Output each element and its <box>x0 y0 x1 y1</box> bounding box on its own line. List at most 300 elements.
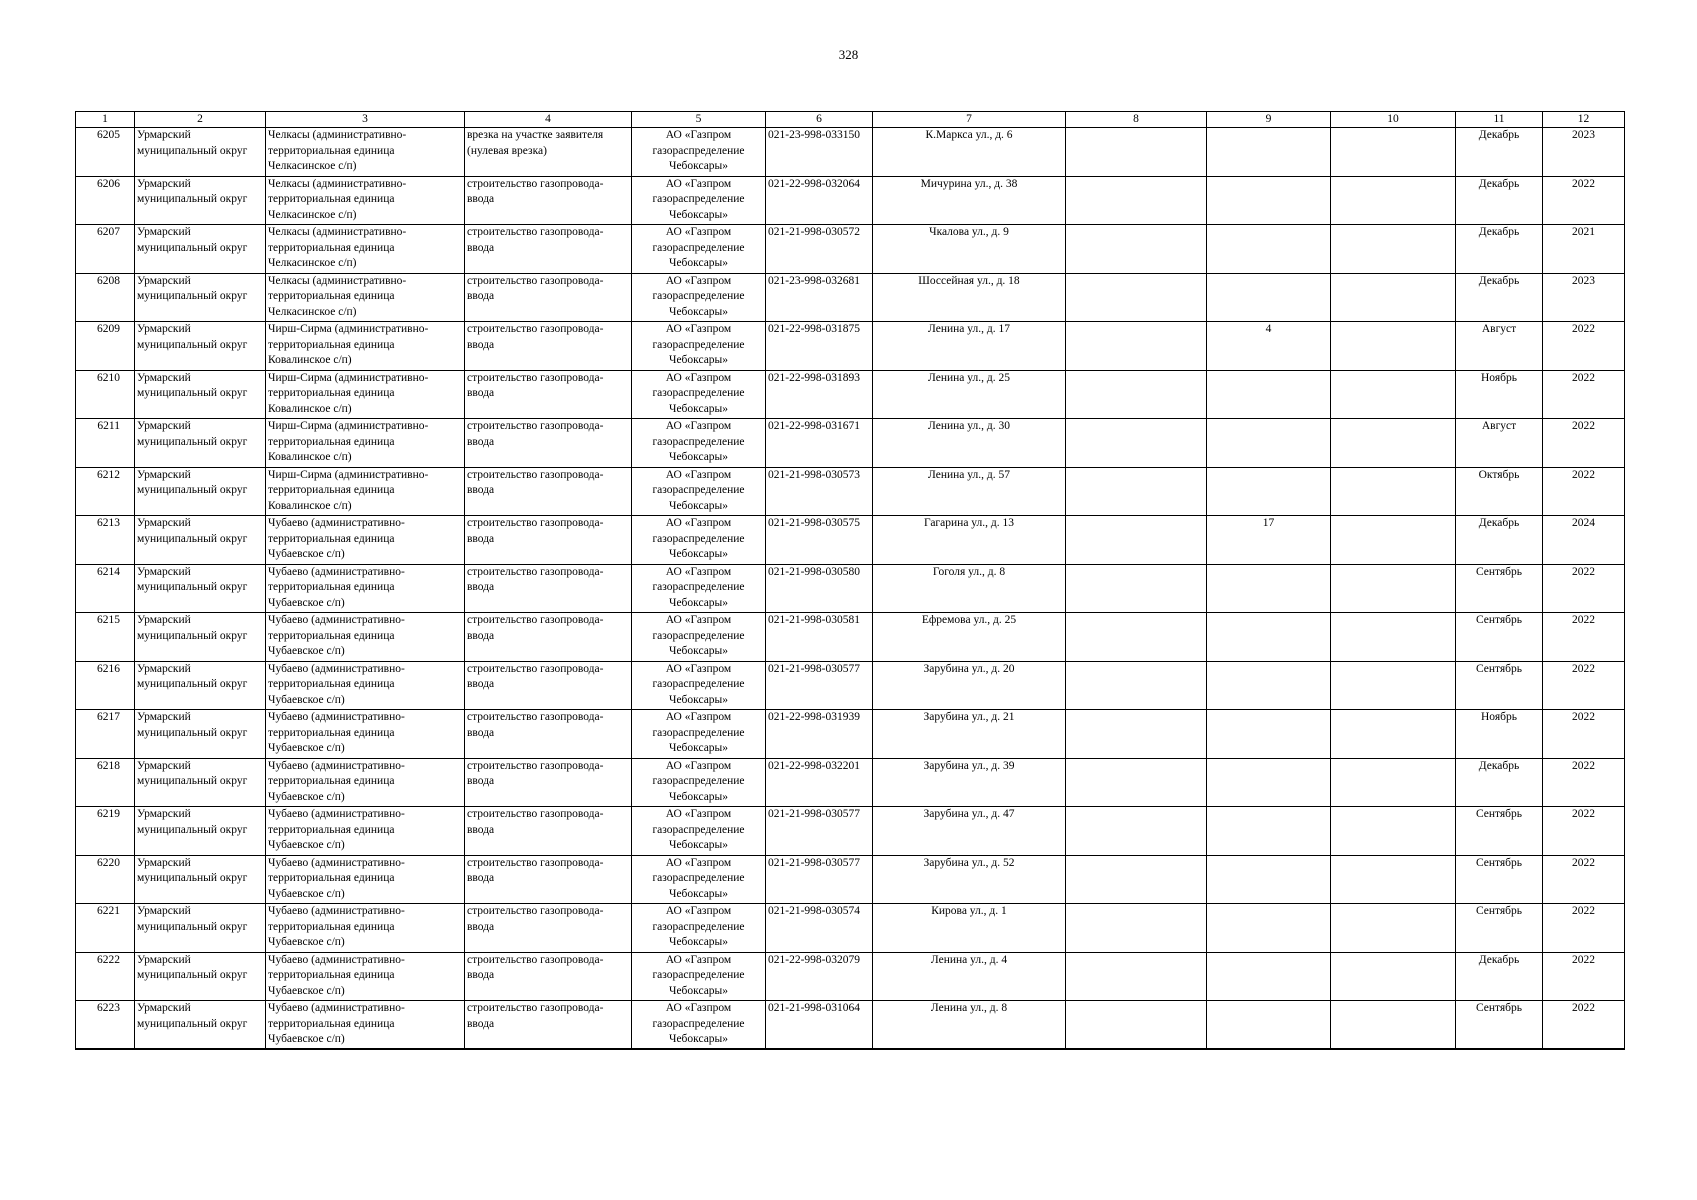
cell-settlement-line: территориальная единица <box>268 241 395 254</box>
cell-month: Ноябрь <box>1456 710 1543 759</box>
cell-code: 021-21-998-030574 <box>766 904 873 953</box>
cell-month: Сентябрь <box>1456 807 1543 856</box>
cell-settlement-line: Чубаевское с/п) <box>268 984 345 997</box>
cell-district <box>135 710 266 759</box>
cell-settlement <box>266 516 465 565</box>
cell-work-type-line: ввода <box>467 678 495 690</box>
cell-settlement-line: Челкасинское с/п) <box>268 257 357 269</box>
cell-settlement-line: территориальная единица <box>268 290 395 302</box>
cell-district <box>135 370 266 419</box>
cell-settlement-line: Ковалинское с/п) <box>268 499 352 512</box>
cell-district-line: муниципальный округ <box>137 872 248 884</box>
cell-district-line: муниципальный округ <box>137 193 248 205</box>
cell-col8 <box>1066 128 1207 177</box>
cell-number: 6219 <box>76 807 135 856</box>
cell-col8 <box>1066 1001 1207 1050</box>
cell-district-line: Урмарский <box>137 808 191 820</box>
cell-settlement-line: территориальная единица <box>268 144 395 157</box>
cell-settlement <box>266 467 465 516</box>
cell-number: 6221 <box>76 904 135 953</box>
cell-organization-line: газораспределение <box>652 532 745 545</box>
cell-organization-line: Чебоксары» <box>668 305 729 318</box>
cell-district-line: муниципальный округ <box>137 920 248 933</box>
cell-organization-line: Чебоксары» <box>668 451 729 463</box>
cell-code: 021-22-998-031671 <box>766 419 873 468</box>
cell-settlement-line: территориальная единица <box>268 193 395 205</box>
cell-organization-line: Чебоксары» <box>668 645 729 657</box>
table-row <box>76 225 1625 274</box>
cell-settlement-line: Ковалинское с/п) <box>268 402 352 415</box>
cell-organization <box>632 613 766 662</box>
table-row <box>76 855 1625 904</box>
cell-work-type <box>465 176 632 225</box>
cell-work-type <box>465 758 632 807</box>
cell-organization-line: газораспределение <box>652 678 745 690</box>
cell-district <box>135 1001 266 1050</box>
cell-organization-line: Чебоксары» <box>668 548 729 560</box>
cell-district-line: Урмарский <box>137 565 191 578</box>
cell-organization-line: газораспределение <box>652 241 745 254</box>
cell-settlement-line: территориальная единица <box>268 726 395 739</box>
cell-col8 <box>1066 225 1207 274</box>
cell-address: Ленина ул., д. 8 <box>873 1001 1066 1050</box>
cell-organization-line: газораспределение <box>652 920 745 933</box>
cell-work-type-line: строительство газопровода- <box>467 177 604 190</box>
cell-work-type <box>465 1001 632 1050</box>
table-row <box>76 516 1625 565</box>
cell-number: 6212 <box>76 467 135 516</box>
cell-district <box>135 855 266 904</box>
cell-settlement <box>266 710 465 759</box>
cell-organization <box>632 758 766 807</box>
cell-work-type-line: ввода <box>467 1017 495 1030</box>
cell-settlement-line: Челкасинское с/п) <box>268 208 357 221</box>
cell-organization-line: АО «Газпром <box>665 905 732 917</box>
cell-district <box>135 273 266 322</box>
cell-code: 021-21-998-030577 <box>766 807 873 856</box>
cell-settlement-line: Чубаевское с/п) <box>268 887 345 900</box>
cell-number: 6215 <box>76 613 135 662</box>
cell-district-line: Урмарский <box>137 177 191 190</box>
cell-organization <box>632 952 766 1001</box>
cell-col8 <box>1066 467 1207 516</box>
table-row <box>76 176 1625 225</box>
cell-address: Зарубина ул., д. 47 <box>873 807 1066 856</box>
cell-col9 <box>1207 225 1331 274</box>
cell-col10 <box>1331 758 1456 807</box>
cell-address: К.Маркса ул., д. 6 <box>873 128 1066 177</box>
cell-number: 6209 <box>76 322 135 371</box>
cell-settlement-line: территориальная единица <box>268 581 395 593</box>
cell-col10 <box>1331 613 1456 662</box>
cell-work-type <box>465 225 632 274</box>
cell-work-type <box>465 807 632 856</box>
cell-address: Ленина ул., д. 57 <box>873 467 1066 516</box>
cell-month: Сентябрь <box>1456 1001 1543 1050</box>
cell-code: 021-21-998-030577 <box>766 855 873 904</box>
cell-year: 2022 <box>1543 758 1625 807</box>
cell-work-type <box>465 661 632 710</box>
cell-col9 <box>1207 176 1331 225</box>
cell-work-type <box>465 516 632 565</box>
cell-organization <box>632 128 766 177</box>
cell-work-type-line: строительство газопровода- <box>467 274 604 287</box>
cell-month: Декабрь <box>1456 516 1543 565</box>
cell-settlement-line: Челкасы (административно- <box>268 274 407 287</box>
cell-district <box>135 128 266 177</box>
cell-settlement <box>266 758 465 807</box>
cell-year: 2022 <box>1543 564 1625 613</box>
cell-work-type <box>465 128 632 177</box>
cell-settlement-line: Челкасы (административно- <box>268 177 407 190</box>
cell-organization <box>632 176 766 225</box>
cell-work-type-line: ввода <box>467 581 495 593</box>
cell-col10 <box>1331 710 1456 759</box>
cell-work-type-line: строительство газопровода- <box>467 1002 604 1014</box>
cell-district-line: муниципальный округ <box>137 969 248 981</box>
cell-work-type-line: строительство газопровода- <box>467 808 604 820</box>
cell-year: 2022 <box>1543 710 1625 759</box>
cell-work-type-line: строительство газопровода- <box>467 323 604 335</box>
cell-code: 021-21-998-030575 <box>766 516 873 565</box>
cell-district-line: Урмарский <box>137 662 191 675</box>
cell-organization-line: АО «Газпром <box>665 177 732 190</box>
cell-year: 2022 <box>1543 952 1625 1001</box>
cell-address: Ленина ул., д. 25 <box>873 370 1066 419</box>
cell-col10 <box>1331 564 1456 613</box>
cell-month: Декабрь <box>1456 273 1543 322</box>
cell-organization-line: Чебоксары» <box>668 499 729 512</box>
cell-col8 <box>1066 855 1207 904</box>
cell-settlement-line: территориальная единица <box>268 387 395 399</box>
cell-district-line: муниципальный округ <box>137 338 248 351</box>
cell-col9: 4 <box>1207 322 1331 371</box>
column-header-2: 2 <box>135 112 266 128</box>
cell-work-type-line: ввода <box>467 969 495 981</box>
cell-number: 6207 <box>76 225 135 274</box>
cell-district-line: Урмарский <box>137 226 191 238</box>
cell-settlement-line: Челкасинское с/п) <box>268 160 357 172</box>
cell-district-line: Урмарский <box>137 1002 191 1014</box>
cell-district <box>135 952 266 1001</box>
cell-settlement-line: Чубаево (административно- <box>268 662 405 675</box>
cell-work-type-line: строительство газопровода- <box>467 759 604 772</box>
cell-code: 021-21-998-030581 <box>766 613 873 662</box>
cell-organization-line: Чебоксары» <box>668 936 729 948</box>
cell-address: Зарубина ул., д. 52 <box>873 855 1066 904</box>
cell-work-type-line: строительство газопровода- <box>467 953 604 966</box>
cell-work-type <box>465 564 632 613</box>
cell-organization <box>632 904 766 953</box>
cell-address: Гагарина ул., д. 13 <box>873 516 1066 565</box>
data-table <box>75 111 1625 1050</box>
cell-district-line: муниципальный округ <box>137 290 248 302</box>
cell-work-type <box>465 370 632 419</box>
cell-address: Ленина ул., д. 30 <box>873 419 1066 468</box>
cell-code: 021-22-998-031893 <box>766 370 873 419</box>
cell-organization-line: газораспределение <box>652 387 745 399</box>
cell-settlement-line: территориальная единица <box>268 823 395 836</box>
cell-organization-line: газораспределение <box>652 144 745 157</box>
cell-work-type-line: ввода <box>467 241 495 254</box>
page-number: 328 <box>838 47 859 62</box>
cell-col10 <box>1331 322 1456 371</box>
cell-settlement-line: Чубаевское с/п) <box>268 1033 345 1045</box>
cell-district-line: муниципальный округ <box>137 581 248 593</box>
cell-organization-line: АО «Газпром <box>665 856 732 869</box>
cell-address: Ленина ул., д. 17 <box>873 322 1066 371</box>
cell-col10 <box>1331 807 1456 856</box>
cell-organization-line: газораспределение <box>652 484 745 496</box>
cell-work-type-line: строительство газопровода- <box>467 517 604 529</box>
cell-district <box>135 807 266 856</box>
cell-month: Декабрь <box>1456 225 1543 274</box>
cell-settlement-line: территориальная единица <box>268 920 395 933</box>
cell-code: 021-23-998-033150 <box>766 128 873 177</box>
cell-settlement <box>266 419 465 468</box>
cell-settlement-line: Чубаевское с/п) <box>268 790 345 803</box>
cell-work-type-line: строительство газопровода- <box>467 565 604 578</box>
cell-organization <box>632 807 766 856</box>
cell-col10 <box>1331 952 1456 1001</box>
cell-settlement-line: Чирш-Сирма (административно- <box>268 371 429 384</box>
table-row <box>76 128 1625 177</box>
cell-col10 <box>1331 467 1456 516</box>
cell-settlement-line: Чубаево (административно- <box>268 905 405 917</box>
cell-col9 <box>1207 952 1331 1001</box>
cell-organization <box>632 564 766 613</box>
cell-col10 <box>1331 516 1456 565</box>
cell-settlement-line: Чубаево (административно- <box>268 614 405 626</box>
cell-district-line: Урмарский <box>137 420 191 432</box>
cell-year: 2024 <box>1543 516 1625 565</box>
cell-col9 <box>1207 370 1331 419</box>
cell-code: 021-21-998-030577 <box>766 661 873 710</box>
cell-district-line: Урмарский <box>137 274 191 287</box>
cell-organization-line: Чебоксары» <box>668 160 729 172</box>
cell-month: Сентябрь <box>1456 564 1543 613</box>
cell-work-type-line: ввода <box>467 629 495 642</box>
cell-year: 2022 <box>1543 467 1625 516</box>
cell-month: Сентябрь <box>1456 661 1543 710</box>
cell-code: 021-22-998-032064 <box>766 176 873 225</box>
cell-number: 6210 <box>76 370 135 419</box>
cell-organization-line: газораспределение <box>652 872 745 884</box>
cell-work-type <box>465 710 632 759</box>
cell-col10 <box>1331 370 1456 419</box>
cell-col8 <box>1066 419 1207 468</box>
cell-work-type-line: строительство газопровода- <box>467 420 604 432</box>
cell-organization-line: АО «Газпром <box>665 711 732 723</box>
cell-work-type <box>465 952 632 1001</box>
cell-settlement-line: Челкасы (административно- <box>268 226 407 238</box>
cell-work-type-line: строительство газопровода- <box>467 662 604 675</box>
cell-col9 <box>1207 807 1331 856</box>
cell-code: 021-23-998-032681 <box>766 273 873 322</box>
table-row <box>76 952 1625 1001</box>
cell-organization-line: АО «Газпром <box>665 323 732 335</box>
cell-code: 021-21-998-031064 <box>766 1001 873 1050</box>
cell-col8 <box>1066 564 1207 613</box>
cell-settlement <box>266 322 465 371</box>
cell-col8 <box>1066 661 1207 710</box>
cell-col10 <box>1331 225 1456 274</box>
table-row <box>76 904 1625 953</box>
cell-col9: 17 <box>1207 516 1331 565</box>
cell-col8 <box>1066 710 1207 759</box>
header-row <box>76 112 1625 128</box>
cell-settlement-line: Чубаевское с/п) <box>268 548 345 560</box>
cell-col9 <box>1207 419 1331 468</box>
cell-district-line: муниципальный округ <box>137 775 248 787</box>
cell-organization-line: Чебоксары» <box>668 742 729 754</box>
cell-year: 2023 <box>1543 128 1625 177</box>
cell-settlement-line: Чубаевское с/п) <box>268 742 345 754</box>
cell-settlement-line: Челкасинское с/п) <box>268 305 357 318</box>
cell-col10 <box>1331 128 1456 177</box>
table-row <box>76 467 1625 516</box>
cell-settlement-line: Чубаево (административно- <box>268 759 405 772</box>
cell-organization-line: газораспределение <box>652 193 745 205</box>
column-header-10: 10 <box>1331 112 1456 128</box>
cell-col8 <box>1066 758 1207 807</box>
cell-col10 <box>1331 273 1456 322</box>
cell-year: 2023 <box>1543 273 1625 322</box>
cell-organization-line: Чебоксары» <box>668 790 729 803</box>
cell-address: Ленина ул., д. 4 <box>873 952 1066 1001</box>
cell-col10 <box>1331 904 1456 953</box>
cell-col10 <box>1331 1001 1456 1050</box>
cell-organization-line: газораспределение <box>652 581 745 593</box>
cell-district <box>135 467 266 516</box>
cell-district-line: Урмарский <box>137 711 191 723</box>
cell-organization <box>632 710 766 759</box>
cell-col9 <box>1207 904 1331 953</box>
cell-organization <box>632 419 766 468</box>
column-header-12: 12 <box>1543 112 1625 128</box>
cell-code: 021-22-998-032079 <box>766 952 873 1001</box>
cell-work-type <box>465 467 632 516</box>
cell-settlement-line: Чубаевское с/п) <box>268 596 345 609</box>
cell-organization-line: АО «Газпром <box>665 468 732 481</box>
cell-work-type-line: ввода <box>467 872 495 884</box>
table-row <box>76 807 1625 856</box>
column-header-11: 11 <box>1456 112 1543 128</box>
cell-month: Сентябрь <box>1456 855 1543 904</box>
cell-year: 2022 <box>1543 613 1625 662</box>
cell-number: 6206 <box>76 176 135 225</box>
cell-organization <box>632 1001 766 1050</box>
cell-district-line: Урмарский <box>137 323 191 335</box>
cell-number: 6216 <box>76 661 135 710</box>
cell-month: Август <box>1456 322 1543 371</box>
cell-col8 <box>1066 807 1207 856</box>
cell-month: Август <box>1456 419 1543 468</box>
cell-organization-line: Чебоксары» <box>668 693 729 706</box>
column-header-8: 8 <box>1066 112 1207 128</box>
cell-work-type <box>465 613 632 662</box>
column-header-9: 9 <box>1207 112 1331 128</box>
cell-col9 <box>1207 564 1331 613</box>
cell-work-type-line: строительство газопровода- <box>467 226 604 238</box>
cell-organization <box>632 322 766 371</box>
cell-col9 <box>1207 467 1331 516</box>
cell-settlement-line: Чирш-Сирма (административно- <box>268 323 429 335</box>
cell-organization-line: АО «Газпром <box>665 565 732 578</box>
cell-district-line: муниципальный округ <box>137 823 248 836</box>
cell-organization-line: Чебоксары» <box>668 596 729 609</box>
cell-district-line: муниципальный округ <box>137 629 248 642</box>
cell-settlement <box>266 613 465 662</box>
cell-number: 6220 <box>76 855 135 904</box>
cell-settlement <box>266 370 465 419</box>
cell-work-type-line: строительство газопровода- <box>467 905 604 917</box>
cell-col8 <box>1066 273 1207 322</box>
cell-settlement-line: Чирш-Сирма (административно- <box>268 468 429 481</box>
cell-address: Зарубина ул., д. 39 <box>873 758 1066 807</box>
cell-settlement-line: Чубаево (административно- <box>268 856 405 869</box>
cell-work-type-line: ввода <box>467 823 495 836</box>
cell-work-type-line: строительство газопровода- <box>467 856 604 869</box>
cell-code: 021-22-998-032201 <box>766 758 873 807</box>
cell-district-line: муниципальный округ <box>137 678 248 690</box>
cell-col9 <box>1207 758 1331 807</box>
cell-month: Сентябрь <box>1456 613 1543 662</box>
cell-organization-line: АО «Газпром <box>665 517 732 529</box>
cell-work-type-line: ввода <box>467 387 495 399</box>
cell-col9 <box>1207 128 1331 177</box>
cell-organization-line: газораспределение <box>652 775 745 787</box>
cell-number: 6214 <box>76 564 135 613</box>
cell-organization-line: АО «Газпром <box>665 129 732 141</box>
cell-settlement <box>266 807 465 856</box>
cell-settlement <box>266 661 465 710</box>
cell-organization-line: Чебоксары» <box>668 1033 729 1045</box>
cell-col8 <box>1066 322 1207 371</box>
cell-work-type-line: ввода <box>467 726 495 739</box>
cell-settlement <box>266 273 465 322</box>
table-row <box>76 370 1625 419</box>
cell-col8 <box>1066 613 1207 662</box>
cell-number: 6211 <box>76 419 135 468</box>
cell-settlement-line: Чубаево (административно- <box>268 1002 405 1014</box>
column-header-4: 4 <box>465 112 632 128</box>
cell-work-type-line: строительство газопровода- <box>467 468 604 481</box>
cell-settlement-line: территориальная единица <box>268 629 395 642</box>
cell-settlement-line: Чубаевское с/п) <box>268 936 345 948</box>
cell-organization-line: газораспределение <box>652 726 745 739</box>
cell-number: 6205 <box>76 128 135 177</box>
cell-col8 <box>1066 952 1207 1001</box>
cell-settlement-line: территориальная единица <box>268 969 395 981</box>
cell-col9 <box>1207 710 1331 759</box>
cell-work-type-line: (нулевая врезка) <box>467 144 547 157</box>
cell-address: Гоголя ул., д. 8 <box>873 564 1066 613</box>
cell-code: 021-22-998-031939 <box>766 710 873 759</box>
table-row <box>76 661 1625 710</box>
column-header-3: 3 <box>266 112 465 128</box>
cell-organization-line: газораспределение <box>652 823 745 836</box>
cell-settlement-line: территориальная единица <box>268 678 395 690</box>
cell-address: Зарубина ул., д. 21 <box>873 710 1066 759</box>
cell-code: 021-21-998-030580 <box>766 564 873 613</box>
cell-work-type-line: ввода <box>467 435 495 448</box>
cell-district <box>135 322 266 371</box>
cell-col8 <box>1066 516 1207 565</box>
cell-district <box>135 613 266 662</box>
cell-settlement <box>266 128 465 177</box>
cell-month: Декабрь <box>1456 128 1543 177</box>
